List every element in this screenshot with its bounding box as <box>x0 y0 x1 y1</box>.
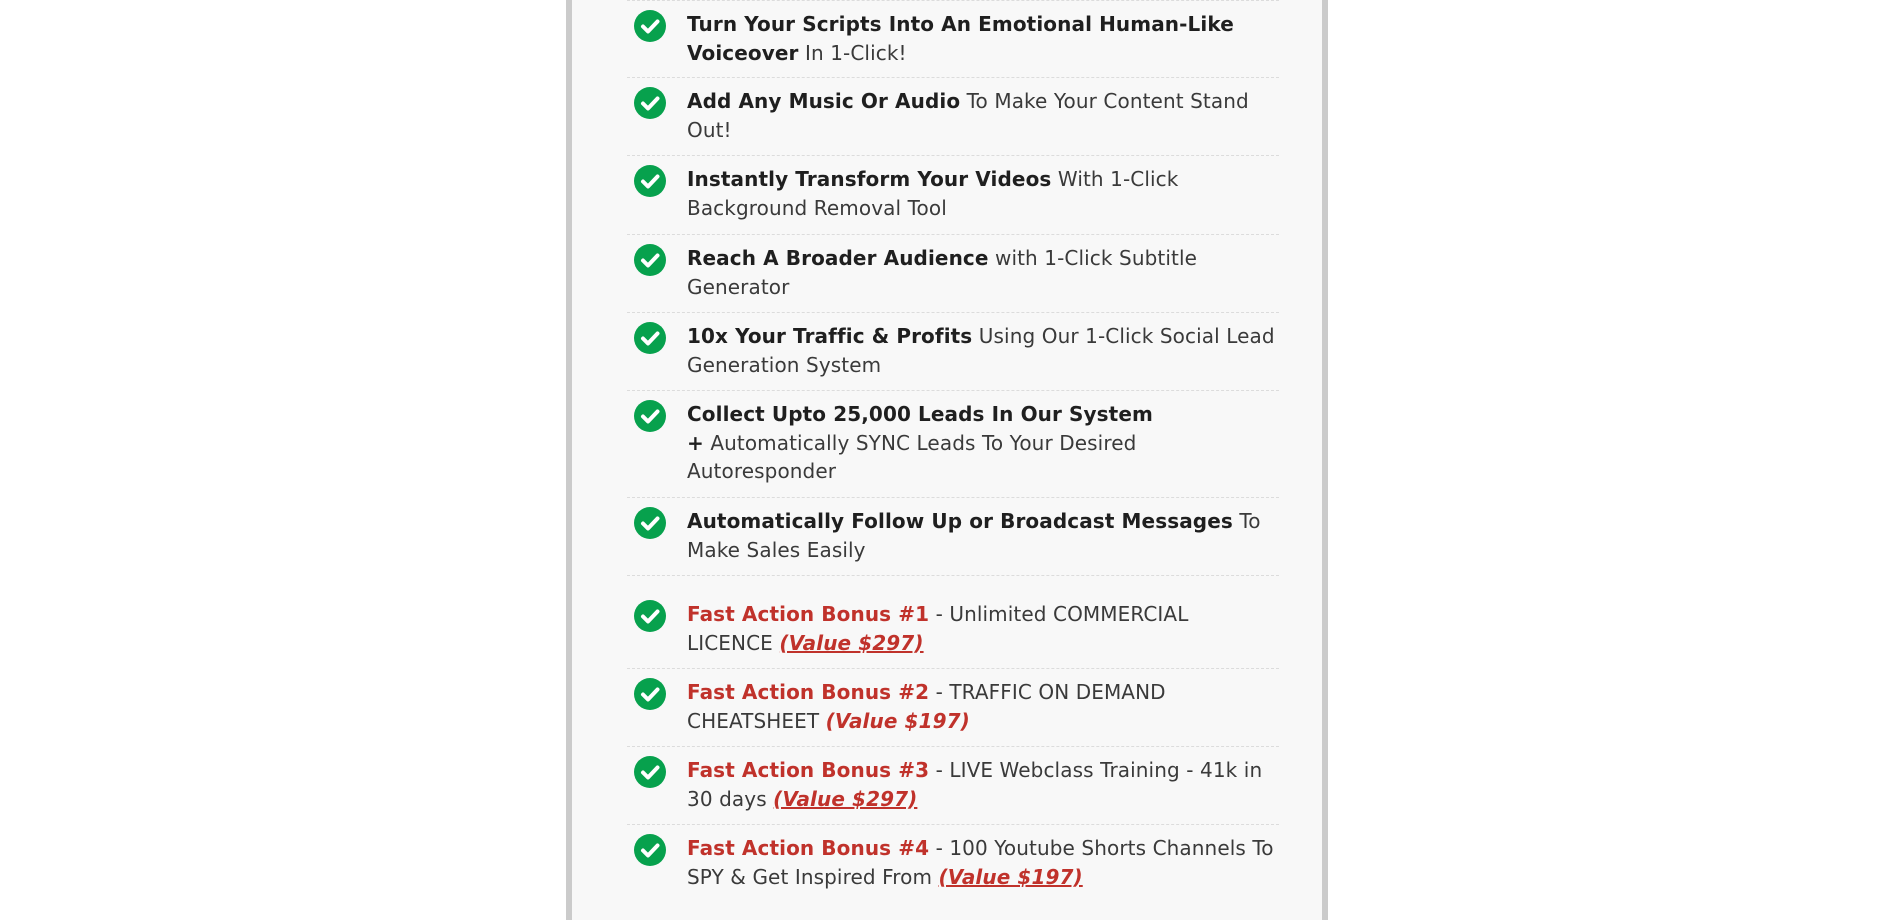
feature-description: To Make Your Content Stand Out! <box>687 89 1249 142</box>
bonus-value: (Value $197) <box>938 864 1083 889</box>
feature-description: In 1-Click! <box>798 40 907 65</box>
feature-text <box>687 507 1277 564</box>
feature-text <box>687 244 1277 301</box>
feature-text <box>687 322 1277 379</box>
feature-description: With 1-Click Background Removal Tool <box>687 167 1179 220</box>
check-circle-icon <box>634 322 666 354</box>
bonus-title: Fast Action Bonus #4 <box>687 836 930 860</box>
feature-highlight: Automatically Follow Up or Broadcast Messages <box>687 509 1233 533</box>
feature-text <box>687 87 1277 144</box>
bonus-description: - TRAFFIC ON DEMAND CHEATSHEET <box>687 680 1166 733</box>
bonus-text <box>687 756 1277 813</box>
bonus-description: - Unlimited COMMERCIAL LICENCE <box>687 602 1189 655</box>
bonus-description: - 100 Youtube Shorts Channels To SPY & Get Inspired From <box>687 836 1274 889</box>
bonus-text <box>687 834 1277 891</box>
bonus-title: Fast Action Bonus #3 <box>687 758 930 782</box>
list-item <box>627 0 1279 78</box>
check-circle-icon <box>634 244 666 276</box>
bonus-value: (Value $197) <box>825 708 970 733</box>
feature-text <box>687 165 1277 222</box>
feature-description: with 1-Click Subtitle Generator <box>687 246 1198 299</box>
bonus-description: - LIVE Webclass Training - 41k in 30 days <box>687 758 1263 811</box>
bonus-value: (Value $297) <box>779 630 924 655</box>
check-circle-icon <box>634 87 666 119</box>
list-item <box>627 498 1279 576</box>
feature-description: Using Our 1-Click Social Lead Generation System <box>687 324 1275 377</box>
feature-description: To Make Sales Easily <box>687 509 1261 562</box>
check-circle-icon <box>634 678 666 710</box>
check-circle-icon <box>634 10 666 42</box>
feature-highlight: 10x Your Traffic & Profits <box>687 324 973 348</box>
list-item <box>627 78 1279 156</box>
check-circle-icon <box>634 834 666 866</box>
feature-description: Automatically SYNC Leads To Your Desired Autoresponder <box>687 430 1137 483</box>
list-item <box>627 391 1279 498</box>
feature-text <box>687 10 1277 67</box>
list-item <box>627 747 1279 825</box>
bonus-title: Fast Action Bonus #2 <box>687 680 930 704</box>
check-circle-icon <box>634 165 666 197</box>
list-item <box>627 313 1279 391</box>
check-circle-icon <box>634 600 666 632</box>
feature-highlight: Collect Upto 25,000 Leads In Our System + <box>687 402 1153 455</box>
list-item <box>627 825 1279 903</box>
list-item <box>627 669 1279 747</box>
feature-highlight: Add Any Music Or Audio <box>687 89 961 113</box>
feature-text <box>687 400 1157 486</box>
list-item <box>627 576 1279 669</box>
check-circle-icon <box>634 507 666 539</box>
feature-highlight: Instantly Transform Your Videos <box>687 167 1052 191</box>
list-item <box>627 235 1279 313</box>
bonus-text <box>687 678 1277 735</box>
bonus-text <box>687 600 1277 657</box>
feature-highlight: Reach A Broader Audience <box>687 246 989 270</box>
feature-card <box>566 0 1328 920</box>
check-circle-icon <box>634 756 666 788</box>
bonus-title: Fast Action Bonus #1 <box>687 602 930 626</box>
check-circle-icon <box>634 400 666 432</box>
list-item <box>627 156 1279 235</box>
bonus-value: (Value $297) <box>773 786 918 811</box>
feature-highlight: Turn Your Scripts Into An Emotional Human-Like Voiceover <box>687 12 1234 65</box>
